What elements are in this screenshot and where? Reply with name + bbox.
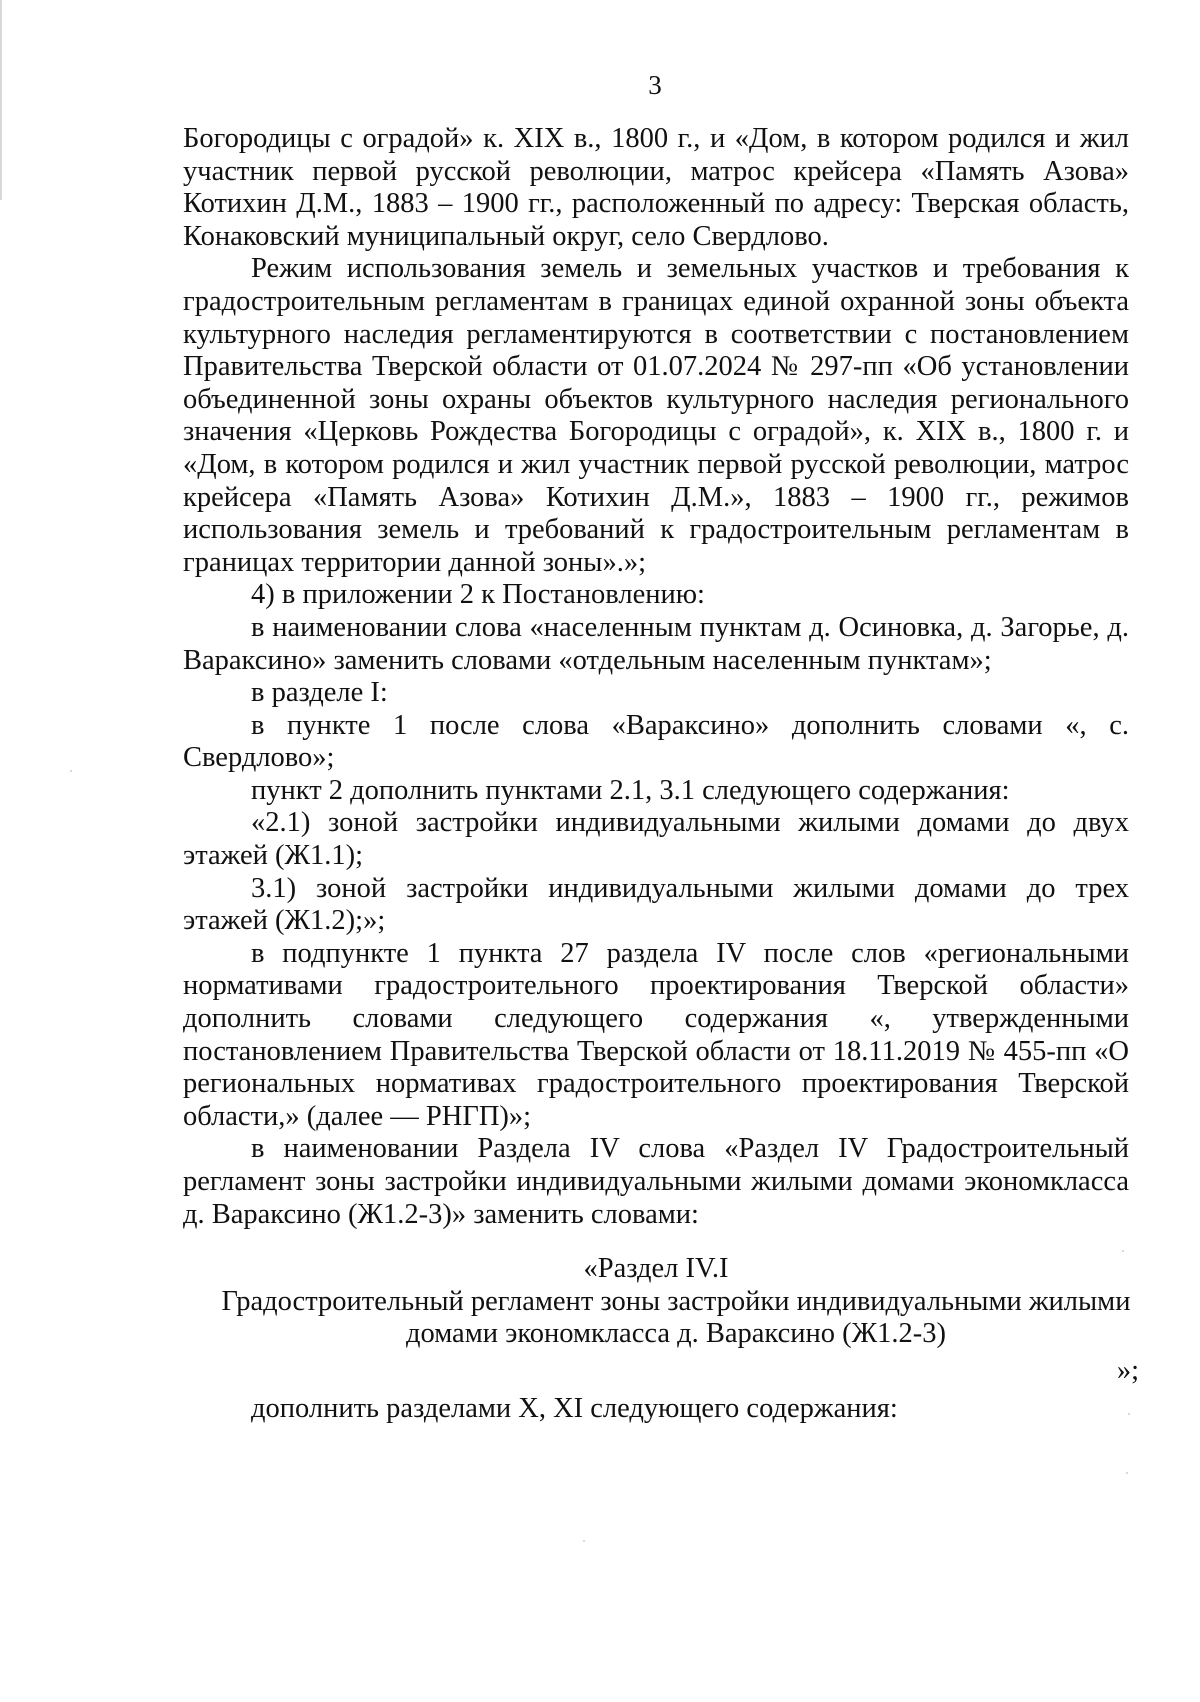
- scan-speck: [1126, 1472, 1128, 1474]
- paragraph-land-use-regime: Режим использования земель и земельных участков и требования к градостроительным регламентам в границах единой охранной зоны объекта культурного наследия регламентируются в соответствии с постановлением Правительства Тверской области от 01.07.2024 № 297-пп «Об установлении объединенной зоны охраны объектов культурного наследия регионального значения «Церковь Рождества Богородицы с оградой», к. XIX в., 1800 г. и «Дом, в котором родился и жил участник первой русской революции, матрос крейсера «Память Азова» Котихин Д.М.», 1883 – 1900 гг., режимов использования земель и требований к градостроительным регламентам в границах территории данной зоны».»;: [183, 253, 1129, 578]
- section-heading-title: Градостроительный регламент зоны застройки индивидуальными жилыми домами экономкласса д. Вараксино (Ж1.2-3): [221, 1285, 1131, 1350]
- paragraph-section-4-name: в наименовании Раздела IV слова «Раздел IV Градостроительный регламент зоны застройки индивидуальными жилыми домами экономкласса д. Вараксино (Ж1.2-3)» заменить словами:: [183, 1133, 1129, 1230]
- paragraph-item-4: 4) в приложении 2 к Постановлению:: [251, 579, 705, 611]
- scan-speck: [1122, 1250, 1124, 1252]
- paragraph-name-replacement: в наименовании слова «населенным пунктам д. Осиновка, д. Загорье, д. Вараксино» заменить словами «отдельным населенным пунктам»;: [183, 611, 1129, 676]
- paragraph-continuation: Богородицы с оградой» к. XIX в., 1800 г., и «Дом, в котором родился и жил участник первой русской революции, матрос крейсера «Память Азова» Котихин Д.М., 1883 – 1900 гг., расположенный по адресу: Тверская область, Конаковский муниципальный округ, село Свердлово.: [183, 123, 1129, 252]
- paragraph-point-1: в пункте 1 после слова «Вараксино» дополнить словами «, с. Свердлово»;: [183, 709, 1129, 774]
- scan-speck: [583, 1540, 585, 1542]
- section-heading: [183, 1253, 1129, 1351]
- scan-speck: [70, 770, 72, 772]
- paragraph-subpoint-27: в подпункте 1 пункта 27 раздела IV после слов «региональными нормативами градостроительного проектирования Тверской области» дополнить словами следующего содержания «, утвержденными постановлением Правительства Тверской области от 18.11.2019 № 455-пп «О региональных нормативах градостроительного проектирования Тверской области,» (далее — РНГП)»;: [183, 937, 1129, 1132]
- paragraph-zone-3-1: 3.1) зоной застройки индивидуальными жилыми домами до трех этажей (Ж1.2);»;: [183, 872, 1129, 937]
- paragraph-section-1: в разделе I:: [251, 677, 388, 709]
- closing-quote: »;: [1116, 1354, 1139, 1386]
- paragraph-add-sections: дополнить разделами X, XI следующего содержания:: [251, 1392, 898, 1424]
- scan-speck: [1128, 1413, 1130, 1415]
- paragraph-point-2: пункт 2 дополнить пунктами 2.1, 3.1 следующего содержания:: [251, 774, 1010, 806]
- paragraph-zone-2-1: «2.1) зоной застройки индивидуальными жилыми домами до двух этажей (Ж1.1);: [183, 807, 1129, 872]
- page-number: 3: [648, 70, 662, 100]
- document-body: [183, 123, 1139, 1426]
- section-heading-number: «Раздел IV.I: [583, 1253, 729, 1285]
